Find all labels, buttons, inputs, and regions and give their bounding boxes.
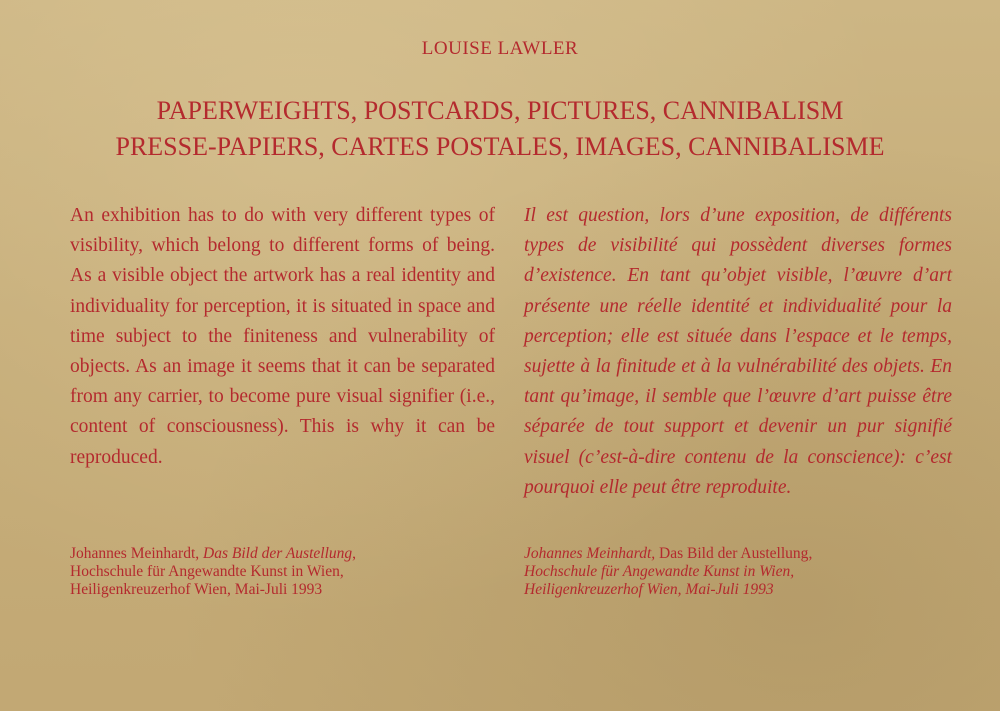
credit-author: Johannes Meinhardt, <box>524 545 660 562</box>
english-paragraph: An exhibition has to do with very different types of visibility, which belong to different forms of being. As a visible object the artwork has a real identity and individuality for perception, it is situated in space and time subject to the finiteness and vulnerability of objects. As an image it seems that it can be separated from any carrier, to become pure visual signifier (i.e., content of consciousness). This is why it can be reproduced. <box>70 205 495 468</box>
credit-work: Das Bild der Austellung <box>203 545 353 562</box>
french-paragraph: Il est question, lors d’une exposition, de différents types de visibilité qui possèdent diverses formes d’existence. En tant qu’objet visible, l’œuvre d’art présente une réelle identité et individualité pour la perception; elle est située dans l’espace et le temps, sujette à la finitude et à la vulnérabilité des objets. En tant qu’image, il semble que l’œuvre d’art puisse être séparée de tout support et devenir un pur signifié visuel (c’est-à-dire contenu de la conscience): c’est pourquoi elle peut être reproduite. <box>524 205 952 498</box>
credit-author: Johannes Meinhardt, <box>70 545 204 562</box>
artist-name: LOUISE LAWLER <box>421 38 579 59</box>
credit-work: Das Bild der Austellung <box>659 545 809 562</box>
credit-separator: , <box>352 545 357 562</box>
credit-line-2: Hochschule für Angewandte Kunst in Wien, <box>524 563 795 580</box>
credit-line-1 <box>524 545 812 563</box>
title-french: PRESSE-PAPIERS, CARTES POSTALES, IMAGES, CANNIBALISME <box>115 132 885 161</box>
credit-line-2: Hochschule für Angewandte Kunst in Wien, <box>70 563 344 580</box>
title-english: PAPERWEIGHTS, POSTCARDS, PICTURES, CANNIBALISM <box>156 96 844 125</box>
credit-french <box>524 545 812 599</box>
credit-separator: , <box>808 545 813 562</box>
credit-english <box>70 545 356 599</box>
credit-line-1 <box>70 545 356 563</box>
credit-line-3: Heiligenkreuzerhof Wien, Mai-Juli 1993 <box>524 581 774 598</box>
credit-line-3: Heiligenkreuzerhof Wien, Mai-Juli 1993 <box>70 581 323 598</box>
